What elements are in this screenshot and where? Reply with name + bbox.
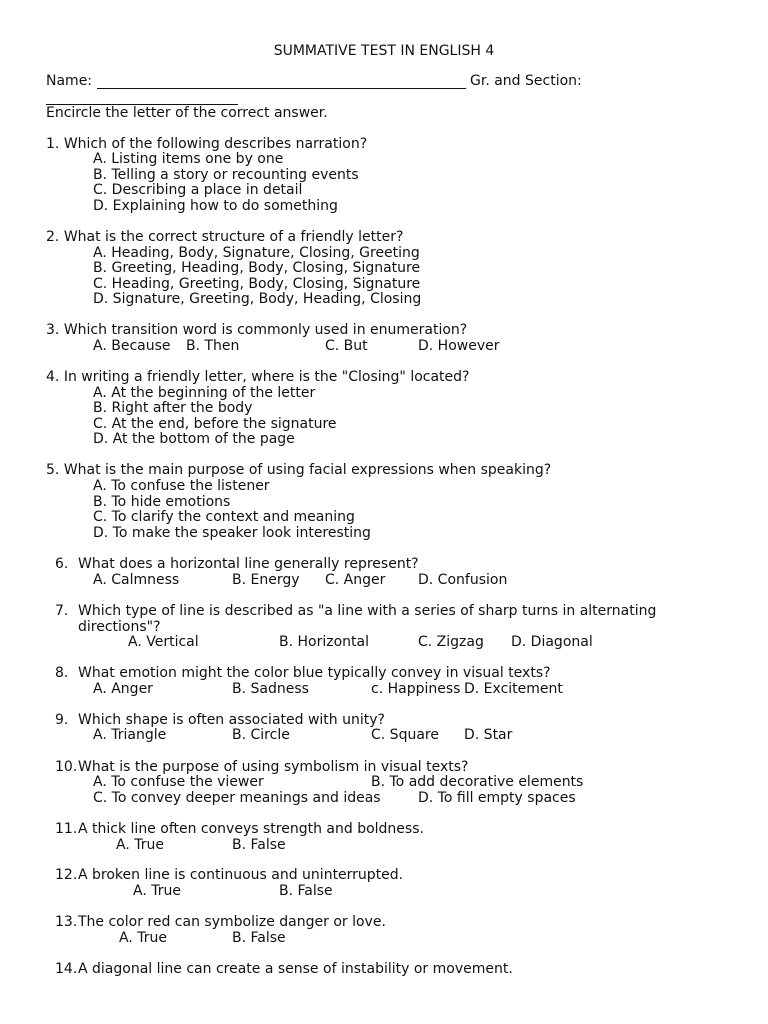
choice-7b: B. Horizontal bbox=[279, 634, 369, 650]
choice-13b: B. False bbox=[232, 930, 286, 946]
choice-4a: A. At the beginning of the letter bbox=[93, 385, 316, 401]
question-14-text: A diagonal line can create a sense of instability or movement. bbox=[78, 961, 513, 977]
question-7-text-cont: directions"? bbox=[78, 619, 161, 635]
question-text: Which transition word is commonly used in enumeration? bbox=[63, 322, 468, 338]
choice-2d: D. Signature, Greeting, Body, Heading, Closing bbox=[93, 291, 422, 307]
choice-7d: D. Diagonal bbox=[511, 634, 593, 650]
choice-5b: B. To hide emotions bbox=[93, 494, 231, 510]
choice-8b: B. Sadness bbox=[232, 681, 309, 697]
instruction-text: Encircle the letter of the correct answer. bbox=[46, 105, 328, 121]
choice-9d: D. Star bbox=[464, 727, 513, 743]
choice-2b: B. Greeting, Heading, Body, Closing, Signature bbox=[93, 260, 421, 276]
choice-2c: C. Heading, Greeting, Body, Closing, Signature bbox=[93, 276, 421, 292]
question-9-text: Which shape is often associated with unity? bbox=[78, 712, 385, 728]
choice-6b: B. Energy bbox=[232, 572, 300, 588]
choice-5d: D. To make the speaker look interesting bbox=[93, 525, 371, 541]
choice-9b: B. Circle bbox=[232, 727, 290, 743]
question-12-text: A broken line is continuous and uninterrupted. bbox=[78, 867, 404, 883]
question-7-number: 7. bbox=[55, 603, 69, 619]
question-10-text: What is the purpose of using symbolism in visual texts? bbox=[78, 759, 469, 775]
question-number: 5. bbox=[46, 462, 60, 478]
question-6-number: 6. bbox=[55, 556, 69, 572]
question-text: In writing a friendly letter, where is the "Closing" located? bbox=[63, 369, 470, 385]
test-title: SUMMATIVE TEST IN ENGLISH 4 bbox=[273, 43, 495, 59]
section-label: Gr. and Section: bbox=[470, 73, 582, 89]
choice-10c: C. To convey deeper meanings and ideas bbox=[93, 790, 381, 806]
question-13-text: The color red can symbolize danger or love. bbox=[78, 914, 386, 930]
question-8-number: 8. bbox=[55, 665, 69, 681]
choice-11a: A. True bbox=[116, 837, 164, 853]
question-12-number: 12. bbox=[55, 867, 78, 883]
choice-3d: D. However bbox=[418, 338, 500, 354]
question-text: Which of the following describes narration? bbox=[63, 136, 368, 152]
choice-3b: B. Then bbox=[186, 338, 240, 354]
choice-8d: D. Excitement bbox=[464, 681, 563, 697]
choice-7c: C. Zigzag bbox=[418, 634, 484, 650]
question-7-text: Which type of line is described as "a line with a series of sharp turns in alternating bbox=[78, 603, 657, 619]
question-10-number: 10. bbox=[55, 759, 78, 775]
question-13-number: 13. bbox=[55, 914, 78, 930]
question-2 bbox=[46, 230, 403, 246]
choice-1d: D. Explaining how to do something bbox=[93, 198, 338, 214]
question-number: 1. bbox=[46, 136, 60, 152]
choice-1c: C. Describing a place in detail bbox=[93, 182, 303, 198]
choice-2a: A. Heading, Body, Signature, Closing, Greeting bbox=[93, 245, 420, 261]
question-4 bbox=[46, 370, 469, 386]
name-label: Name: bbox=[46, 73, 93, 89]
question-6-text: What does a horizontal line generally represent? bbox=[78, 556, 419, 572]
question-11-text: A thick line often conveys strength and boldness. bbox=[78, 821, 424, 837]
question-number: 3. bbox=[46, 322, 60, 338]
question-5 bbox=[46, 463, 551, 479]
choice-8c: c. Happiness bbox=[371, 681, 461, 697]
choice-13a: A. True bbox=[119, 930, 167, 946]
choice-5c: C. To clarify the context and meaning bbox=[93, 509, 355, 525]
choice-11b: B. False bbox=[232, 837, 286, 853]
choice-3a: A. Because bbox=[93, 338, 171, 354]
question-number: 2. bbox=[46, 229, 60, 245]
choice-10d: D. To fill empty spaces bbox=[418, 790, 576, 806]
question-text: What is the main purpose of using facial expressions when speaking? bbox=[63, 462, 552, 478]
choice-4b: B. Right after the body bbox=[93, 400, 253, 416]
question-number: 4. bbox=[46, 369, 60, 385]
question-11-number: 11. bbox=[55, 821, 78, 837]
question-9-number: 9. bbox=[55, 712, 69, 728]
choice-9a: A. Triangle bbox=[93, 727, 167, 743]
question-14-number: 14. bbox=[55, 961, 78, 977]
question-text: What is the correct structure of a friendly letter? bbox=[63, 229, 404, 245]
choice-12a: A. True bbox=[133, 883, 181, 899]
choice-6c: C. Anger bbox=[325, 572, 386, 588]
question-3 bbox=[46, 323, 467, 339]
choice-6a: A. Calmness bbox=[93, 572, 180, 588]
choice-1b: B. Telling a story or recounting events bbox=[93, 167, 359, 183]
choice-9c: C. Square bbox=[371, 727, 439, 743]
choice-10b: B. To add decorative elements bbox=[371, 774, 584, 790]
question-8-text: What emotion might the color blue typically convey in visual texts? bbox=[78, 665, 551, 681]
choice-3c: C. But bbox=[325, 338, 368, 354]
choice-4c: C. At the end, before the signature bbox=[93, 416, 337, 432]
choice-6d: D. Confusion bbox=[418, 572, 508, 588]
choice-4d: D. At the bottom of the page bbox=[93, 431, 295, 447]
choice-7a: A. Vertical bbox=[128, 634, 199, 650]
choice-10a: A. To confuse the viewer bbox=[93, 774, 264, 790]
name-blank-line bbox=[97, 88, 466, 89]
choice-12b: B. False bbox=[279, 883, 333, 899]
choice-1a: A. Listing items one by one bbox=[93, 151, 284, 167]
choice-8a: A. Anger bbox=[93, 681, 153, 697]
choice-5a: A. To confuse the listener bbox=[93, 478, 270, 494]
